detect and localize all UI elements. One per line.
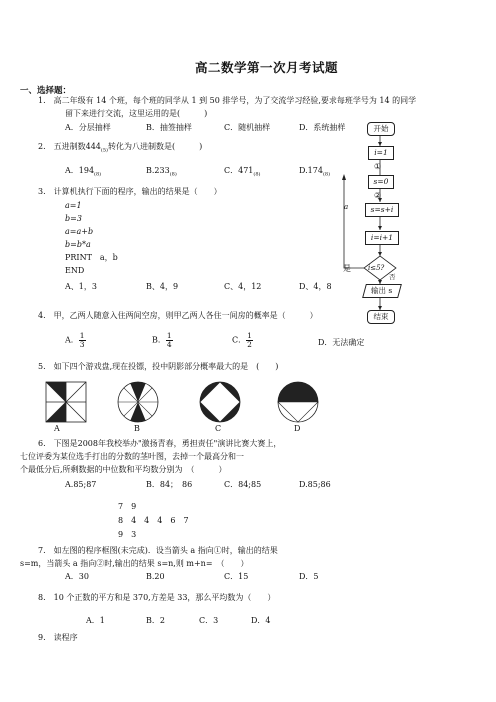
q9-text: 9. 读程序 bbox=[38, 633, 78, 642]
q7-option-b: B.20 bbox=[146, 572, 165, 581]
init-s-node: s=0 bbox=[368, 175, 394, 189]
dartboard-label-d: D bbox=[294, 424, 301, 433]
init-i-node: i=1 bbox=[368, 146, 394, 160]
start-node: 开始 bbox=[367, 122, 395, 136]
q2-option-d: $D.174_{(8)}$ bbox=[299, 166, 331, 178]
q4-option-c: C． $\frac{1}{2}$ bbox=[232, 331, 252, 349]
q3-option-a: A、1，3 bbox=[65, 282, 97, 291]
q6-line3: 个最低分后,所剩数据的中位数和平均数分别为 （ ） bbox=[20, 465, 227, 474]
program-line: a=a+b bbox=[65, 227, 94, 236]
q6-option-c: C．84;85 bbox=[224, 480, 262, 489]
q7-option-c: C．15 bbox=[224, 572, 249, 581]
arrow-a-label: a bbox=[344, 203, 349, 211]
q8-text: 8. 10 个正数的平方和是 370,方差是 33，那么平均数为（ ） bbox=[38, 593, 276, 602]
q6-option-a: A.85;87 bbox=[65, 480, 97, 489]
dartboard-c bbox=[200, 382, 240, 422]
q1-option-d: D．系统抽样 bbox=[299, 123, 346, 132]
q3-text: 3. 计算机执行下面的程序，输出的结果是（ ） bbox=[38, 187, 222, 196]
condition-node: i≤5? bbox=[368, 264, 385, 272]
program-line: a=1 bbox=[65, 201, 82, 210]
end-node: 结束 bbox=[367, 310, 395, 324]
q3-option-c: C、4，12 bbox=[224, 282, 262, 291]
q4-text: 4. 甲，乙两人随意入住两间空房，则甲乙两人各住一间房的概率是（ ） bbox=[38, 311, 318, 320]
output-label: 输出 s bbox=[371, 286, 393, 295]
increment-node: i=i+1 bbox=[365, 231, 399, 245]
program-line: END bbox=[65, 266, 85, 275]
q2-base: (5) bbox=[100, 147, 108, 154]
sum-node: s=s+i bbox=[365, 203, 399, 217]
q8-option-d: D．4 bbox=[251, 616, 271, 625]
program-line: b=3 bbox=[65, 214, 82, 223]
q4-option-d: D．无法确定 bbox=[318, 338, 365, 347]
q2-option-c: C．$471_{(8)}$ bbox=[224, 166, 261, 178]
q5-text: 5. 如下四个游戏盘,现在投镖，投中阴影部分概率最大的是 ( ) bbox=[38, 362, 279, 371]
q3-option-b: B、4，9 bbox=[146, 282, 179, 291]
q2-option-a: A．$194_{(8)}$ bbox=[65, 166, 102, 178]
q3-option-d: D、4，8 bbox=[299, 282, 332, 291]
q7-option-a: A．30 bbox=[65, 572, 89, 581]
section-heading: 一、选择题： bbox=[20, 86, 72, 96]
q6-line2: 七位评委为某位选手打出的分数的茎叶图，去掉一个最高分和一 bbox=[20, 452, 244, 461]
dartboard-b bbox=[118, 382, 158, 422]
program-line: PRINT a，b bbox=[65, 253, 118, 262]
q1-option-b: B．抽签抽样 bbox=[146, 123, 192, 132]
no-label: 否 bbox=[389, 273, 396, 281]
yes-label: 是 bbox=[343, 264, 351, 273]
q2-number: 2. 五进制数444 bbox=[38, 142, 101, 151]
q1-line1: 1. 高二年级有 14 个班，每个班的同学从 1 到 50 排学号，为了交流学习经验,要求每班学号为 14 的同学 bbox=[38, 96, 417, 105]
q6-option-b: B．84； 86 bbox=[146, 480, 193, 489]
program-line: b=b*a bbox=[65, 240, 91, 249]
dartboards bbox=[40, 378, 340, 428]
q1-option-a: A．分层抽样 bbox=[65, 123, 111, 132]
stem-leaf-row: 8 4 4 4 6 7 bbox=[118, 516, 189, 525]
q1-option-c: C．随机抽样 bbox=[224, 123, 271, 132]
q8-option-c: C．3 bbox=[199, 616, 219, 625]
q7-line2: s=m，当箭头 a 指向②时,输出的结果 s=n,则 m+n= （ ） bbox=[20, 559, 249, 568]
dartboard-label-b: B bbox=[134, 424, 140, 433]
q6-option-d: D.85;86 bbox=[299, 480, 331, 489]
dartboard-label-c: C bbox=[215, 424, 222, 433]
q7-option-d: D．5 bbox=[299, 572, 319, 581]
dartboard-d bbox=[278, 382, 318, 422]
q8-option-b: B．2 bbox=[146, 616, 165, 625]
q8-option-a: A．1 bbox=[86, 616, 105, 625]
stem-leaf-row: 9 3 bbox=[118, 530, 137, 539]
q6-line1: 6. 下图是2008年我校举办"激扬青春，勇担责任"演讲比赛大赛上， bbox=[38, 439, 282, 448]
dartboard-a bbox=[46, 382, 86, 422]
marker-1: ① bbox=[374, 162, 382, 171]
q7-line1: 7. 如左图的程序框图(未完成)．设当箭头 a 指向①时，输出的结果 bbox=[38, 546, 278, 555]
q1-line2: 留下来进行交流，这里运用的是( ) bbox=[65, 109, 208, 118]
q4-option-a: A． $\frac{1}{3}$ bbox=[65, 331, 85, 349]
q4-option-b: B． $\frac{1}{4}$ bbox=[152, 331, 172, 349]
q2-option-b: $B.233_{(8)}$ bbox=[146, 166, 177, 178]
output-node bbox=[362, 284, 402, 298]
page-title: 高二数学第一次月考试题 bbox=[195, 60, 339, 75]
stem-leaf-row: 7 9 bbox=[118, 502, 137, 511]
dartboard-label-a: A bbox=[54, 424, 60, 433]
q2-rest: 转化为八进制数是( ) bbox=[108, 142, 203, 151]
q2-text bbox=[38, 142, 202, 156]
marker-2: ② bbox=[374, 191, 382, 200]
